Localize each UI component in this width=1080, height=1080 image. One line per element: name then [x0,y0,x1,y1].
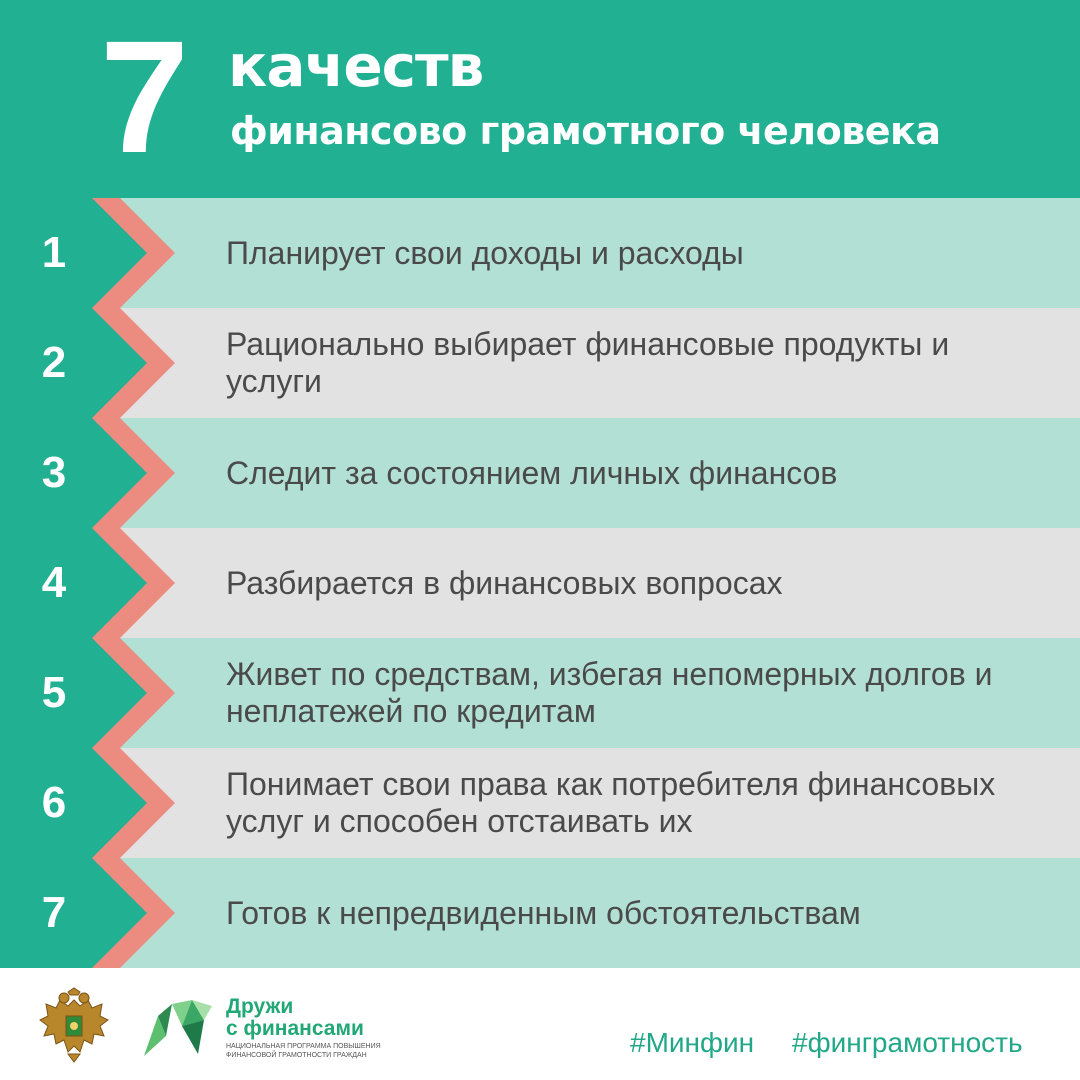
russian-coat-of-arms-icon [34,986,114,1066]
list-item-text: Готов к непредвиденным обстоятельствам [226,894,861,931]
list-item-number: 4 [41,558,67,607]
list-item-number: 7 [41,888,67,937]
logo-title-line2: с финансами [226,1017,364,1040]
header-title: качеств [228,32,484,100]
list-item-number: 3 [41,448,67,497]
list-item-number: 6 [41,778,67,827]
hashtag-fingramotnost[interactable]: #финграмотность [792,1027,1023,1058]
list-item-number-row [0,858,1080,968]
list-item-number-row [0,528,1080,638]
header-number: 7 [100,7,189,186]
list-item-text: Разбирается в финансовых вопросах [226,564,783,601]
list-item-number-row [0,198,1080,308]
list-item-text: Живет по средствам, избегая непомерных долгов и неплатежей по кредитам [226,656,993,729]
number-column [0,198,1080,968]
druzhi-s-finansami-logo-icon [140,996,216,1058]
list-item-text: Следит за состоянием личных финансов [226,454,838,491]
list-item-number: 2 [41,338,67,387]
logo-title-line1: Дружи [226,995,294,1018]
list-item-text: Планирует свои доходы и расходы [226,234,744,271]
list-item-number-row [0,748,1080,858]
header-subtitle: финансово грамотного человека [230,109,941,153]
list-item-number: 5 [41,668,67,717]
list-item-text: Понимает свои права как потребителя финансовых услуг и способен отстаивать их [226,766,996,839]
list-item-number-row [0,308,1080,418]
list-item-number-row [0,418,1080,528]
logo-subtitle: НАЦИОНАЛЬНАЯ ПРОГРАММА ПОВЫШЕНИЯ ФИНАНСОВОЙ ГРАМОТНОСТИ ГРАЖДАН [226,1043,381,1059]
header-banner [0,0,1080,198]
list-item-number-row [0,638,1080,748]
list-item-text: Рационально выбирает финансовые продукты и услуги [226,326,950,399]
hashtag-minfin[interactable]: #Минфин [630,1027,755,1058]
list-item-number: 1 [41,228,67,277]
